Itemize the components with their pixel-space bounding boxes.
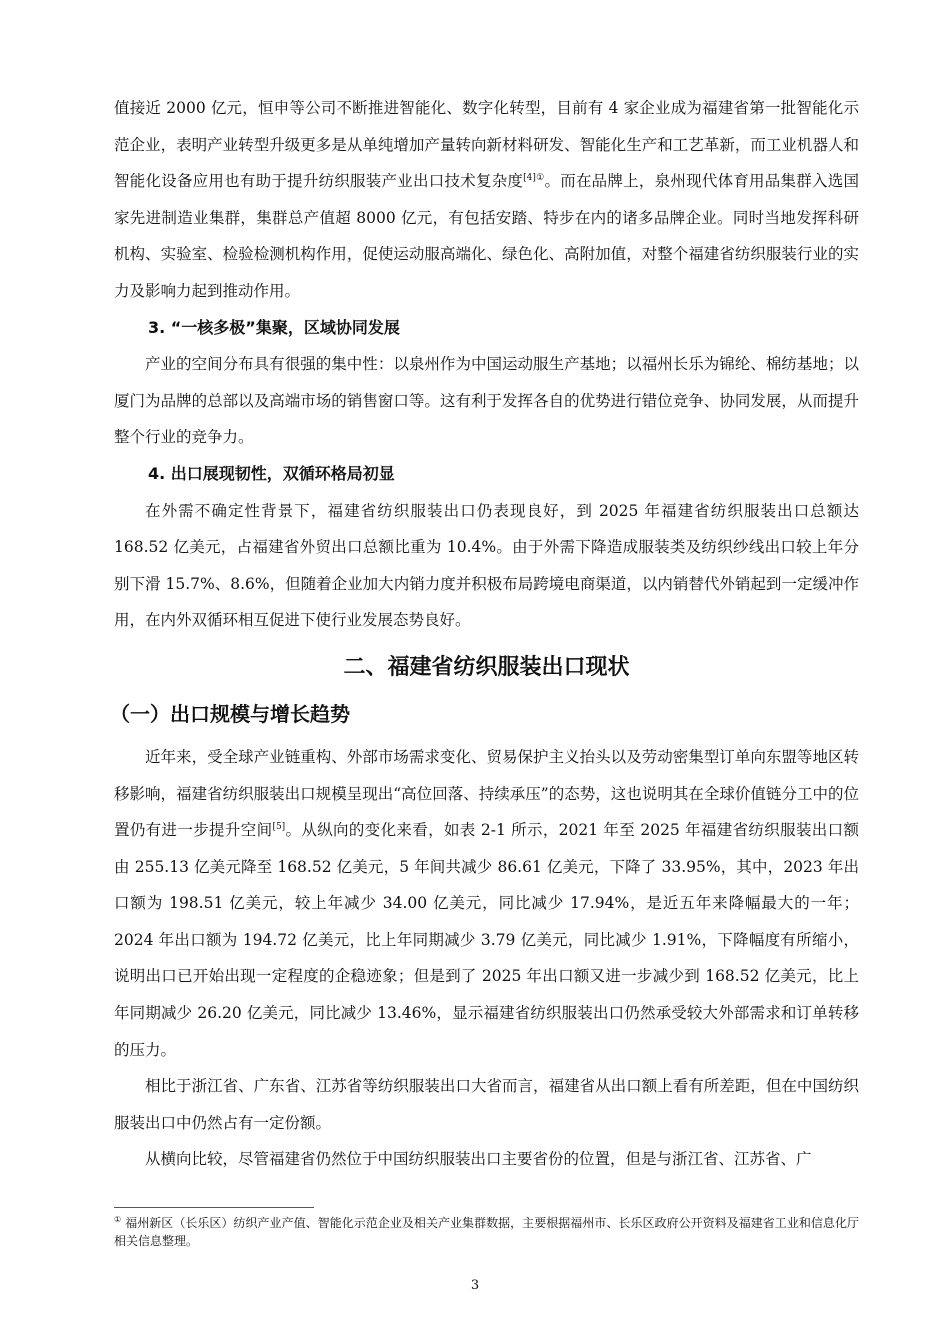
paragraph-4-text-a: 近年来，受全球产业链重构、外部市场需求变化、贸易保护主义抬头以及劳动密集型订单向东盟等地区转移影响，福建省纺织服装出口规模呈现出“高位回落、持续承压”的态势，这也说明其在全球价值链分工中的位置仍有进一步提升空间 [114,747,859,840]
subheading-4: 4. 出口展现韧性，双循环格局初显 [148,463,395,483]
paragraph-1-text-a: 值接近 2000 亿元，恒申等公司不断推进智能化、数字化转型，目前有 4 家企业成为福建省第一批智能化示范企业，表明产业转型升级更多是从单纯增加产量转向新材料研发、智能化生产和工艺革新，而工业机器人和智能化设备应用也有助于提升纺织服装产业出口技术复杂度 [114,99,859,191]
citation-5[interactable]: [5] [272,821,286,832]
footnote-text: 福州新区（长乐区）纺织产业产值、智能化示范企业及相关产业集群数据，主要根据福州市、长乐区政府公开资料及福建省工业和信息化厅相关信息整理。 [114,1216,859,1248]
footnote [114,1214,859,1250]
paragraph-3: 在外需不确定性背景下，福建省纺织服装出口仍表现良好，到 2025 年福建省纺织服装出口总额达 168.52 亿美元，占福建省外贸出口总额比重为 10.4%。由于外需下降造成服装类及纺织纱线出口较上年分别下滑 15.7%、8.6%，但随着企业加大内销力度并积极布局跨境电商渠道，以内销替代外销起到一定缓冲作用，在内外双循环相互促进下使行业发展态势良好。 [114,501,859,630]
paragraph-4-text-b: 。从纵向的变化来看，如表 2-1 所示，2021 年至 2025 年福建省纺织服装出口额由 255.13 亿美元降至 168.52 亿美元，5 年间共减少 86.61 亿美元，下降了 33.95%，其中，2023 年出口额为 198.51 亿美元，较上年减少 34.00 亿美元，同比减少 17.94%，是近五年来降幅最大的一年；2024 年出口额为 194.72 亿美元，比上年同期减少 3.79 亿美元，同比减少 1.91%，下降幅度有所缩小，说明出口已开始出现一定程度的企稳迹象；但是到了 2025 年出口额又进一步减少到 168.52 亿美元，比上年同期减少 26.20 亿美元，同比减少 13.46%，显示福建省纺织服装出口仍然承受较大外部需求和订单转移的压力。 [114,821,859,1059]
page-content [110,90,859,1178]
footnote-mark: ① [114,1215,122,1224]
subheading-3: 3. “一核多极”集聚，区域协同发展 [148,317,400,337]
subsection-heading: （一）出口规模与增长趋势 [110,701,350,726]
paragraph-1-text-b: 。而在品牌上，泉州现代体育用品集群入选国家先进制造业集群，集群总产值超 8000 亿元，有包括安踏、特步在内的诸多品牌企业。同时当地发挥科研机构、实验室、检验检测机构作用，促使运动服高端化、绿色化、高附加值，对整个福建省纺织服装行业的实力及影响力起到推动作用。 [114,172,859,300]
footnote-divider [114,1207,314,1208]
paragraph-6: 从横向比较，尽管福建省仍然位于中国纺织服装出口主要省份的位置，但是与浙江省、江苏省、广 [145,1150,812,1169]
citation-4[interactable]: [4]① [523,173,545,184]
page-number: 3 [470,1278,480,1293]
paragraph-5: 相比于浙江省、广东省、江苏省等纺织服装出口大省而言，福建省从出口额上看有所差距，但在中国纺织服装出口中仍然占有一定份额。 [114,1077,859,1132]
paragraph-2: 产业的空间分布具有很强的集中性：以泉州作为中国运动服生产基地；以福州长乐为锦纶、棉纺基地；以厦门为品牌的总部以及高端市场的销售窗口等。这有利于发挥各自的优势进行错位竞争、协同发展，从而提升整个行业的竞争力。 [114,355,859,447]
paragraph-1 [114,90,859,310]
paragraph-4 [114,739,859,1068]
section-heading: 二、福建省纺织服装出口现状 [343,654,630,680]
